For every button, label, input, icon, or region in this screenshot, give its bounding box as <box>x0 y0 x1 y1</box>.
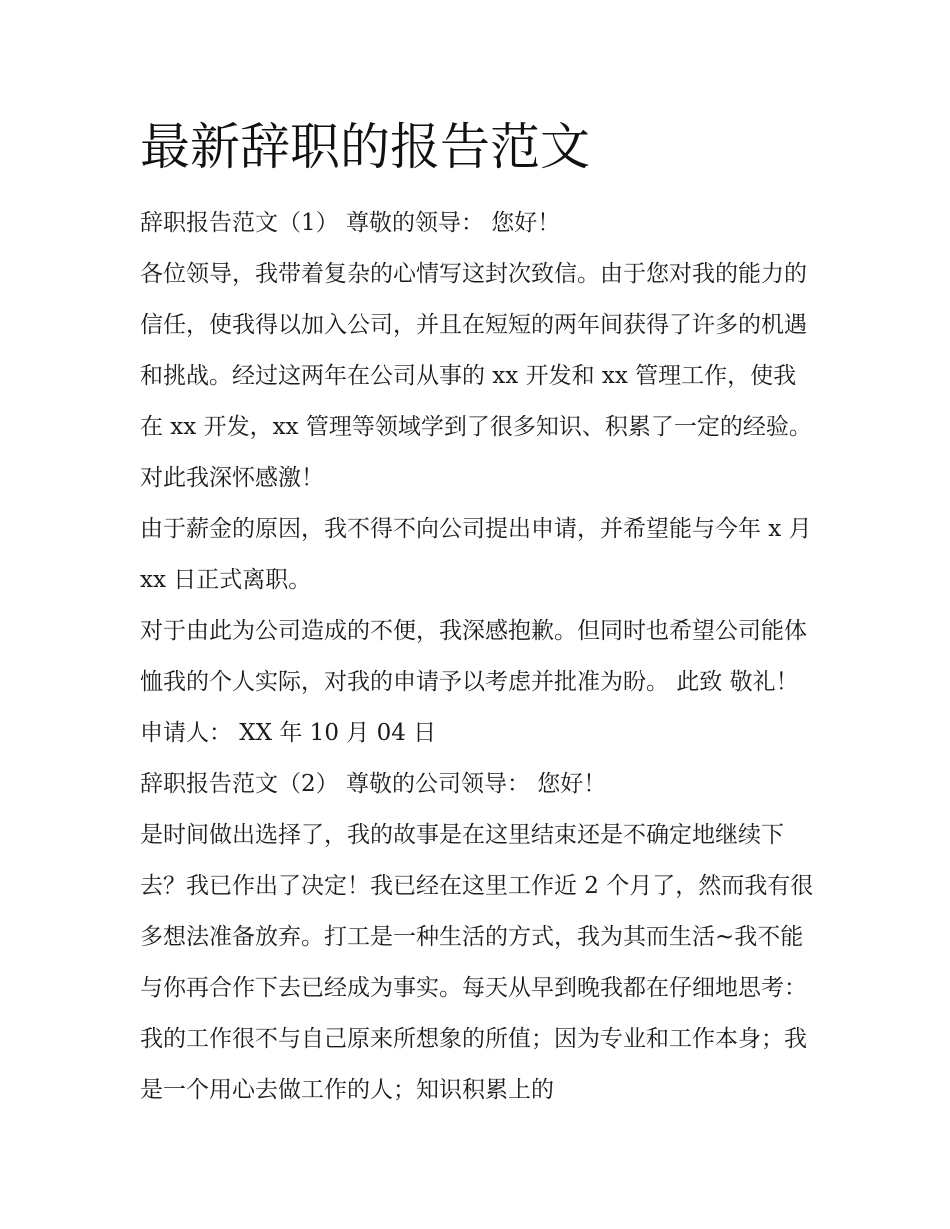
paragraph: 对于由此为公司造成的不便，我深感抱歉。但同时也希望公司能体恤我的个人实际，对我的申请予以考虑并批准为盼。 此致 敬礼！ 申请人： XX 年 10 月 04 日 <box>140 618 807 746</box>
paragraph: 是时间做出选择了，我的故事是在这里结束还是不确定地继续下去？我已作出了决定！我已经在这里工作近 2 个月了，然而我有很多想法准备放弃。打工是一种生活的方式，我为其而生活~我不能与你再合作下去已经成为事实。每天从早到晚我都在仔细地思考：我的工作很不与自己原来所想象的所值；因为专业和工作本身；我是一个用心去做工作的人；知识积累上的 <box>140 822 814 1103</box>
paragraph: 由于薪金的原因，我不得不向公司提出申请，并希望能与今年 x 月 xx 日正式离职。 <box>140 516 812 593</box>
document-title: 最新辞职的报告范文 <box>140 118 590 176</box>
document-body <box>140 198 815 1116</box>
paragraph-heading-2: 辞职报告范文（2） 尊敬的公司领导： 您好！ <box>140 771 607 797</box>
paragraph: 各位领导，我带着复杂的心情写这封次致信。由于您对我的能力的信任，使我得以加入公司，并且在短短的两年间获得了许多的机遇和挑战。经过这两年在公司从事的 xx 开发和 xx 管理工作，使我在 xx 开发，xx 管理等领域学到了很多知识、积累了一定的经验。对此我深怀感激！ <box>140 261 812 491</box>
paragraph-heading-1: 辞职报告范文（1） 尊敬的领导： 您好！ <box>140 210 561 236</box>
